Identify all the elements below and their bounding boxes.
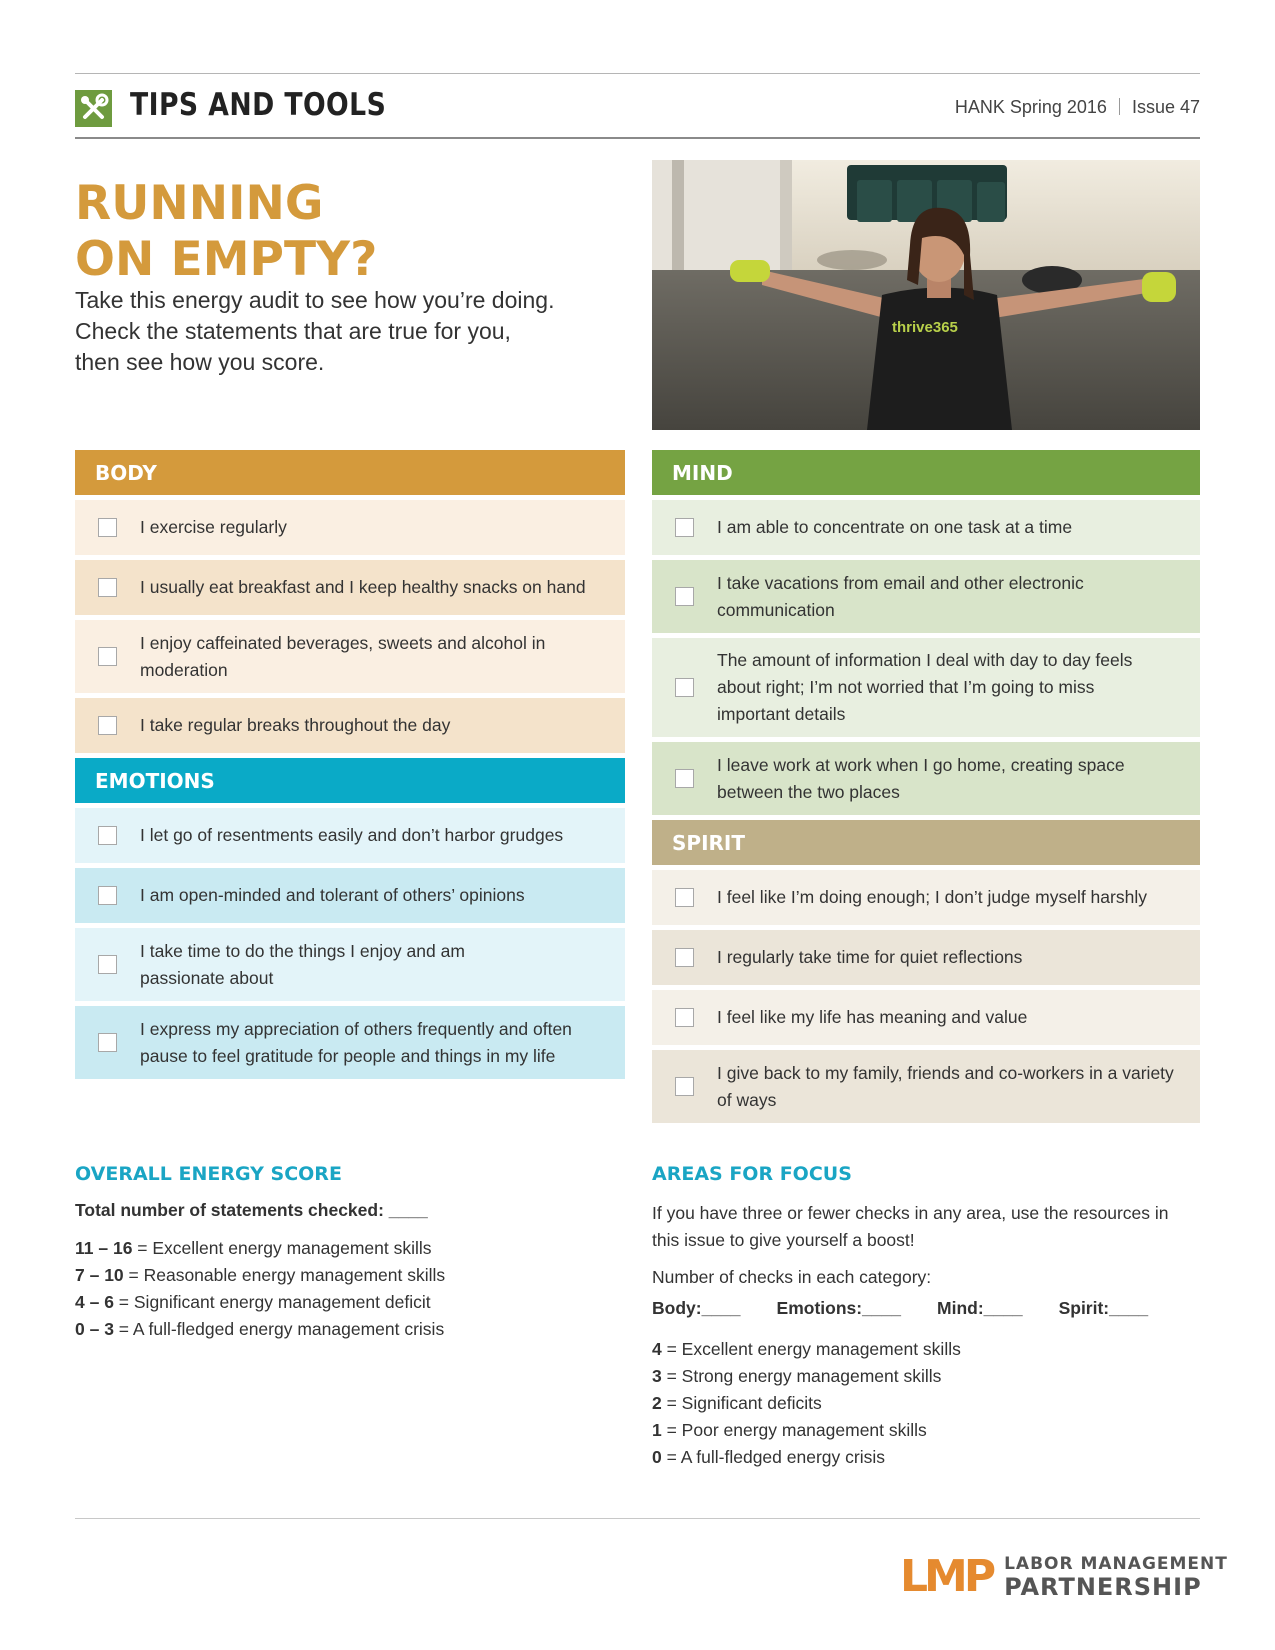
range-text: = A full-fledged energy management crisis [113, 1319, 445, 1339]
score-range [75, 1262, 595, 1289]
headline-line-2: ON EMPTY? [75, 232, 378, 287]
score-range [75, 1316, 595, 1343]
scale-text: = Significant deficits [661, 1393, 822, 1413]
list-item[interactable] [75, 928, 625, 1001]
statement-text: I leave work at work when I go home, creating space between the two places [717, 754, 1125, 802]
intro-line-2: Check the statements that are true for you, [75, 318, 511, 344]
overall-score-title: OVERALL ENERGY SCORE [75, 1163, 342, 1185]
scale-text: = Excellent energy management skills [661, 1339, 961, 1359]
checkbox[interactable] [98, 518, 117, 537]
list-item[interactable] [652, 742, 1200, 815]
list-item[interactable] [75, 868, 625, 923]
statement-text: I take time to do the things I enjoy and am passionate about [140, 940, 465, 988]
statement-text: I feel like my life has meaning and value [717, 1007, 1028, 1027]
scale-text: = Strong energy management skills [661, 1366, 942, 1386]
logo-line-2: PARTNERSHIP [1004, 1573, 1202, 1601]
intro-text [75, 285, 595, 378]
focus-title: AREAS FOR FOCUS [652, 1163, 852, 1185]
focus-scale-item [652, 1417, 1200, 1444]
statement-text: I exercise regularly [140, 517, 287, 537]
tools-icon [75, 90, 112, 127]
overall-score-section [75, 1200, 595, 1343]
emotions-blank: Emotions:____ [776, 1298, 901, 1318]
list-item[interactable] [652, 1050, 1200, 1123]
range-value: 7 – 10 [75, 1265, 124, 1285]
section-title: TIPS AND TOOLS [130, 87, 387, 123]
body-blank: Body:____ [652, 1298, 741, 1318]
lmp-logo [900, 1551, 1228, 1602]
focus-section [652, 1200, 1200, 1471]
range-value: 11 – 16 [75, 1238, 133, 1258]
scale-value: 0 [652, 1447, 662, 1467]
statement-text: The amount of information I deal with day to day feels about right; I’m not worried that I’m going to miss important details [717, 650, 1133, 724]
range-value: 4 – 6 [75, 1292, 114, 1312]
score-range [75, 1235, 595, 1262]
focus-scale-item [652, 1444, 1200, 1471]
logo-mark: LMP [900, 1551, 993, 1602]
list-item[interactable] [75, 698, 625, 753]
list-item[interactable] [652, 560, 1200, 633]
checkbox[interactable] [675, 518, 694, 537]
focus-scale-item [652, 1363, 1200, 1390]
checkbox[interactable] [98, 716, 117, 735]
checkbox[interactable] [675, 1008, 694, 1027]
scale-value: 1 [652, 1420, 662, 1440]
footer-rule [75, 1518, 1200, 1519]
spirit-blank: Spirit:____ [1058, 1298, 1149, 1318]
range-text: = Excellent energy management skills [132, 1238, 432, 1258]
checkbox[interactable] [98, 578, 117, 597]
list-item[interactable] [652, 990, 1200, 1045]
scale-value: 4 [652, 1339, 662, 1359]
statement-text: I am open-minded and tolerant of others’ opinions [140, 885, 525, 905]
checkbox[interactable] [675, 948, 694, 967]
logo-line-1: LABOR MANAGEMENT [1004, 1554, 1228, 1574]
list-item[interactable] [75, 1006, 625, 1079]
list-item[interactable] [652, 930, 1200, 985]
list-item[interactable] [75, 560, 625, 615]
intro-line-3: then see how you score. [75, 349, 325, 375]
headline-line-1: RUNNING [75, 176, 324, 231]
scale-text: = A full-fledged energy crisis [661, 1447, 885, 1467]
focus-scale-item [652, 1390, 1200, 1417]
focus-scale-item [652, 1336, 1200, 1363]
mind-blank: Mind:____ [937, 1298, 1023, 1318]
statement-text: I regularly take time for quiet reflections [717, 947, 1023, 967]
left-column [75, 450, 625, 1084]
statement-text: I am able to concentrate on one task at a time [717, 517, 1073, 537]
statement-text: I feel like I’m doing enough; I don’t judge myself harshly [717, 887, 1147, 907]
total-checked-label: Total number of statements checked: ____ [75, 1200, 428, 1220]
spirit-header: SPIRIT [652, 820, 1200, 865]
list-item[interactable] [652, 500, 1200, 555]
checkbox[interactable] [98, 1033, 117, 1052]
body-header: BODY [75, 450, 625, 495]
header-rule [75, 137, 1200, 139]
range-value: 0 – 3 [75, 1319, 114, 1339]
checkbox[interactable] [98, 886, 117, 905]
headline [75, 176, 377, 288]
statement-text: I take vacations from email and other electronic communication [717, 572, 1084, 620]
meta-separator [1119, 98, 1120, 115]
issue-number: Issue 47 [1131, 97, 1200, 117]
list-item[interactable] [652, 870, 1200, 925]
list-item[interactable] [75, 808, 625, 863]
statement-text: I enjoy caffeinated beverages, sweets and alcohol in moderation [140, 632, 546, 680]
mind-header: MIND [652, 450, 1200, 495]
intro-line-1: Take this energy audit to see how you’re doing. [75, 287, 555, 313]
statement-text: I let go of resentments easily and don’t harbor grudges [140, 825, 564, 845]
statement-text: I express my appreciation of others frequently and often pause to feel gratitude for people and things in my life [140, 1018, 572, 1066]
list-item[interactable] [75, 620, 625, 693]
focus-paragraph: If you have three or fewer checks in any area, use the resources in this issue to give yourself a boost! [652, 1203, 1169, 1250]
right-column [652, 450, 1200, 1128]
checkbox[interactable] [675, 587, 694, 606]
checkbox[interactable] [675, 678, 694, 697]
statement-text: I give back to my family, friends and co-workers in a variety of ways [717, 1062, 1174, 1110]
list-item[interactable] [652, 638, 1200, 737]
statement-text: I take regular breaks throughout the day [140, 715, 451, 735]
scale-value: 3 [652, 1366, 662, 1386]
publication-info [955, 97, 1200, 118]
checkbox[interactable] [98, 955, 117, 974]
range-text: = Significant energy management deficit [113, 1292, 431, 1312]
list-item[interactable] [75, 500, 625, 555]
checkbox[interactable] [98, 826, 117, 845]
checkbox[interactable] [675, 1077, 694, 1096]
statement-text: I usually eat breakfast and I keep healthy snacks on hand [140, 577, 586, 597]
checkbox[interactable] [98, 647, 117, 666]
score-range [75, 1289, 595, 1316]
publication-name: HANK Spring 2016 [954, 97, 1107, 117]
count-label: Number of checks in each category: [652, 1267, 932, 1287]
category-blanks [652, 1295, 1200, 1322]
scale-text: = Poor energy management skills [661, 1420, 927, 1440]
shirt-logo: thrive365 [892, 319, 958, 336]
emotions-header: EMOTIONS [75, 758, 625, 803]
logo-wordmark [1004, 1554, 1228, 1600]
checkbox[interactable] [675, 769, 694, 788]
checkbox[interactable] [675, 888, 694, 907]
top-rule [75, 73, 1200, 74]
exercise-photo [652, 160, 1200, 430]
scale-value: 2 [652, 1393, 662, 1413]
range-text: = Reasonable energy management skills [123, 1265, 446, 1285]
